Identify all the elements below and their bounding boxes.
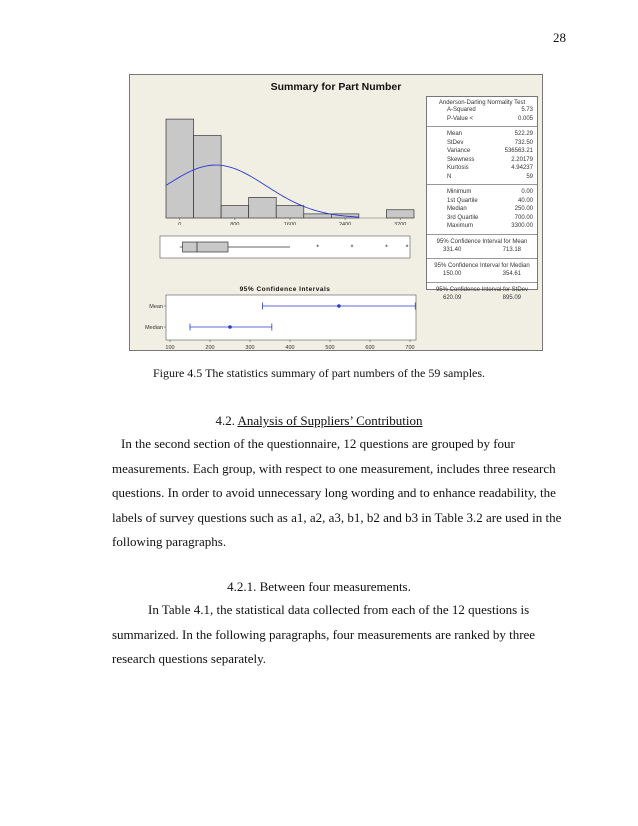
ci-axis-tick-label: 500 [325,345,335,351]
normality-label: P-Value < [447,115,474,122]
moment-value: 59 [526,173,533,180]
normality-row [431,115,533,124]
paragraph-line: labels of survey questions such as a1, a2, a3, b1, b2 and b3 in Table 3.2 are used in the [112,509,562,525]
quartile-label: 1st Quartile [447,197,478,204]
boxplot-outlier: * [350,244,354,252]
paragraph-line: In the second section of the questionnaire, 12 questions are grouped by four [121,436,515,451]
histogram-bar [386,210,414,218]
paragraph-line: summarized. In the following paragraphs, four measurements are ranked by three [112,626,536,642]
moment-label: Skewness [447,156,475,163]
normality-value: 5.73 [521,107,533,113]
moment-label: N [447,173,452,180]
moment-label: Variance [447,148,471,154]
ci-stdev-low: 620.09 [443,294,462,301]
ci-estimate-point [228,325,232,329]
quartile-label: Minimum [447,189,472,195]
quartile-row [431,188,533,197]
histogram-tick-label: 3200 [394,222,407,225]
quartile-row [431,205,533,214]
normality-value: 0.005 [517,115,533,122]
figure [129,74,543,351]
moment-value: 732.50 [514,139,533,146]
boxplot-outlier: * [316,244,319,252]
ci-axis-tick-label: 100 [165,345,175,351]
paragraph-line: In Table 4.1, the statistical data collected from each of the 12 questions is [148,602,530,617]
ci-plot [130,291,420,353]
quartile-row [431,222,533,231]
ci-axis-tick-label: 400 [285,345,295,351]
moment-row [431,164,533,173]
quartile-row [431,214,533,223]
ci-mean-low: 331.40 [443,246,462,253]
quartile-value: 40.00 [517,197,533,204]
ci-plot-title: 95% Confidence Intervals [239,286,331,293]
ci-mean-high: 713.18 [502,246,521,253]
moment-label: Kurtosis [447,165,469,171]
quartile-label: Median [447,206,467,212]
normality-row [431,106,533,115]
subsection-heading: 4.2.1. Between four measurements. [227,579,411,594]
quartile-value: 3300.00 [511,223,533,229]
ci-axis-tick-label: 200 [205,345,215,351]
boxplot-box [183,242,228,252]
quartile-label: 3rd Quartile [447,214,479,221]
histogram-tick-label: 2400 [338,222,352,225]
section-number: 4.2. [215,413,235,428]
moment-row [431,139,533,148]
moment-value: 4.94237 [511,165,533,171]
histogram-tick-label: 1600 [283,222,297,225]
moment-value: 2.20179 [511,156,533,163]
moment-row [431,130,533,139]
ci-axis-tick-label: 600 [365,345,375,351]
quartile-value: 700.00 [514,214,533,221]
histogram-bar [304,214,332,218]
ci-stdev-label: 95% Confidence Interval for StDev [435,286,529,293]
paragraph-line: measurements. Each group, with respect to one measurement, includes three research [112,460,556,476]
stats-panel [426,96,538,301]
ci-row-label: Median [144,325,163,331]
paragraph-line: research questions separately. [112,651,267,666]
boxplot-outlier: * [405,244,409,252]
ci-median-low: 150.00 [443,270,462,277]
section-paragraph [112,432,562,555]
histogram-tick-label: 0 [178,222,182,225]
ci-estimate-point [337,304,341,308]
figure-title: Summary for Part Number [270,81,402,93]
histogram-tick-label: 800 [230,222,240,225]
figure-caption: Figure 4.5 The statistics summary of part numbers of the 59 samples. [152,366,486,380]
normality-title: Anderson-Darling Normality Test [438,100,526,106]
subsection-paragraph [112,598,552,672]
quartile-value: 0.00 [521,189,533,195]
ci-axis-tick-label: 300 [245,345,255,351]
ci-median-high: 354.61 [502,270,521,277]
moment-label: StDev [447,139,464,146]
moment-value: 536563.21 [504,148,533,154]
ci-mean-label: 95% Confidence Interval for Mean [436,238,528,245]
page-number: 28 [553,30,566,45]
normality-label: A-Squared [447,107,476,113]
histogram-chart [130,75,420,225]
paragraph-line: questions. In order to avoid unnecessary long wording and to enhance readability, the [112,485,556,500]
moment-value: 522.29 [514,131,533,137]
histogram-bar [249,197,277,218]
quartile-value: 250.00 [514,206,533,212]
moment-row [431,173,533,182]
moment-label: Mean [447,131,463,137]
boxplot [130,233,420,263]
ci-plot-frame [166,295,416,340]
boxplot-outlier: * [385,244,388,252]
section-heading [0,413,638,429]
quartile-label: Maximum [447,223,474,229]
moment-row [431,156,533,165]
paragraph-line: following paragraphs. [112,534,227,549]
histogram-bar [221,206,249,218]
histogram-bar [166,119,194,218]
ci-median-label: 95% Confidence Interval for Median [434,262,530,269]
moment-row [431,147,533,156]
section-title: Analysis of Suppliers’ Contribution [237,413,423,428]
histogram-bar [276,206,304,218]
quartile-row [431,197,533,206]
ci-row-label: Mean [149,304,163,310]
histogram-bar [194,136,222,218]
ci-axis-tick-label: 700 [405,345,415,351]
ci-stdev-high: 895.09 [502,294,521,301]
